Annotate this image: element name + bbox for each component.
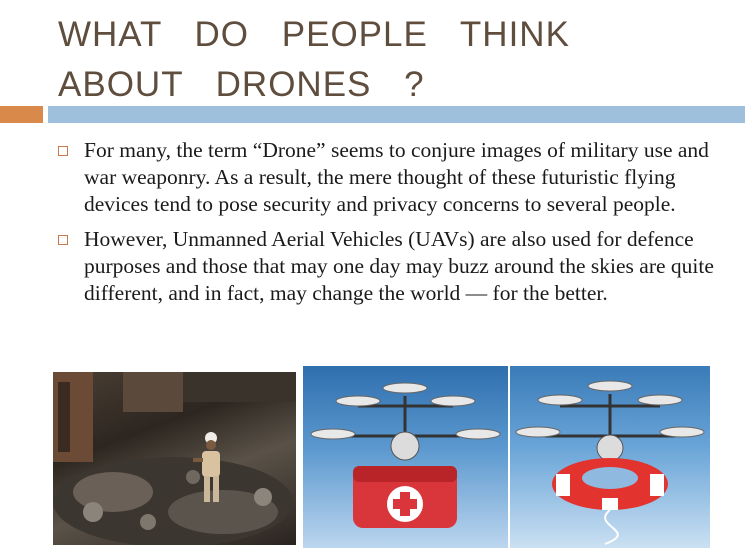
title-accent-orange xyxy=(0,106,43,123)
slide-title: WHAT DO PEOPLE THINK ABOUT DRONES ? xyxy=(58,15,570,104)
bullet-item xyxy=(56,226,716,307)
first-aid-drone-photo xyxy=(303,366,508,548)
title-accent-blue xyxy=(48,106,745,123)
square-bullet-icon xyxy=(58,146,68,156)
bullet-list xyxy=(56,137,716,315)
lifebuoy-drone-photo xyxy=(510,366,710,548)
bullet-text: For many, the term “Drone” seems to conjure images of military use and war weaponry. As a result, the mere thought of these futuristic flying devices tend to pose security and privacy concerns to several people. xyxy=(84,138,709,216)
square-bullet-icon xyxy=(58,235,68,245)
war-ruins-photo xyxy=(53,372,296,545)
bullet-text: However, Unmanned Aerial Vehicles (UAVs) are also used for defence purposes and those that may one day may buzz around the skies are quite different, and in fact, may change the world — for the better. xyxy=(84,227,714,305)
bullet-item xyxy=(56,137,716,218)
